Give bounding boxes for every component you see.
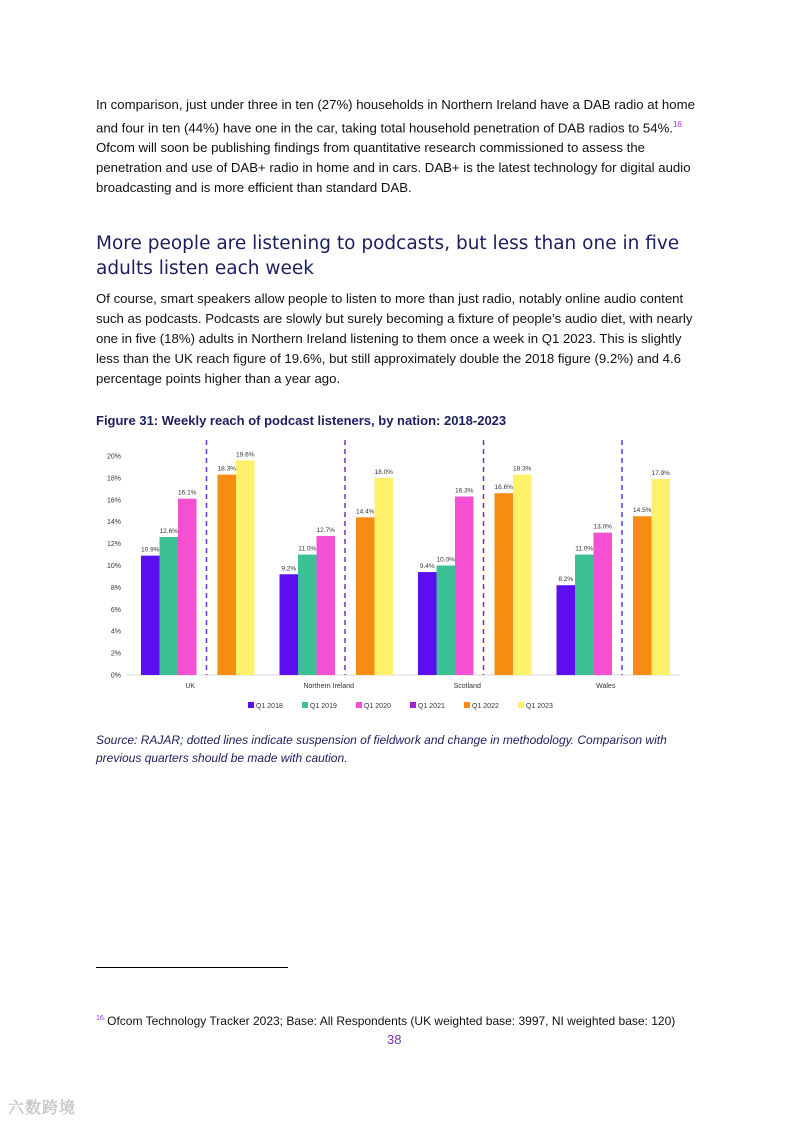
source-note: Source: RAJAR; dotted lines indicate suspension of fieldwork and change in methodology. Comparison with previous quarters should be made with caution. [96,733,667,765]
data-label: 14.5% [633,507,652,515]
data-label: 16.1% [178,489,197,497]
y-tick-label: 4% [110,628,121,636]
data-label: 13.0% [593,523,612,531]
footnote-divider [96,967,288,968]
y-tick-label: 18% [106,475,121,483]
page-number: 38 [387,1032,402,1047]
data-label: 12.6% [159,528,178,536]
bar [633,516,652,675]
bar [557,585,576,675]
legend-label: Q1 2022 [472,703,499,710]
y-tick-label: 14% [106,519,121,527]
paragraph-text: In comparison, just under three in ten (27%) households in Northern Ireland have a DAB radio at home and four in ten (44%) have one in the car, taking total household penetration of DAB radios to 54%. [96,97,695,136]
bar [356,517,375,675]
podcast-reach-chart [96,436,696,726]
bar [594,533,613,675]
bar [652,479,671,675]
bar [375,478,394,675]
category-label: Wales [596,683,616,690]
data-label: 9.2% [281,565,297,573]
bar [575,555,594,675]
legend-label: Q1 2019 [310,703,337,710]
y-tick-label: 6% [110,606,121,614]
legend-label: Q1 2023 [526,703,553,710]
podcast-paragraph: Of course, smart speakers allow people to listen to more than just radio, notably online audio content such as podcasts. Podcasts are slowly but surely becoming a fixture of people’s audio diet, with nearly one in five (18%) adults in Northern Ireland listening to them once a week in Q1 2023. This is slightly less than the UK reach figure of 19.6%, but still approximately double the 2018 figure (9.2%) and 4.6 percentage points higher than a year ago. [96,291,693,386]
legend-swatch [410,702,416,708]
legend-swatch [248,702,254,708]
legend-swatch [302,702,308,708]
data-label: 11.0% [575,545,594,553]
data-label: 9.4% [419,563,435,571]
data-label: 18.0% [374,468,393,476]
data-label: 17.9% [651,469,670,477]
data-label: 16.6% [494,484,513,492]
data-label: 18.3% [513,465,532,473]
data-label: 10.0% [436,556,455,564]
legend-label: Q1 2021 [418,703,445,710]
category-label: Scotland [453,683,481,690]
y-tick-label: 0% [110,672,121,680]
footnote-reference[interactable]: 16 [672,120,682,129]
legend-swatch [464,702,470,708]
data-label: 10.9% [141,546,160,554]
bar [455,497,474,675]
bar [317,536,336,675]
y-tick-label: 16% [106,497,121,505]
data-label: 16.3% [455,487,474,495]
bar [437,566,456,676]
data-label: 11.0% [298,545,317,553]
data-label: 14.4% [356,508,375,516]
paragraph-text-continued: Ofcom will soon be publishing findings from quantitative research commissioned to assess the penetration and use of DAB+ radio in home and in cars. DAB+ is the latest technology for digital audio broadcasting and is more efficient than standard DAB. [96,140,691,196]
bar [236,460,255,675]
bar [178,499,197,675]
footnote [96,1014,675,1028]
bar [160,537,179,675]
bar [495,493,514,675]
category-label: UK [185,683,196,690]
intro-paragraph [96,95,706,198]
bar [298,555,317,675]
section-heading: More people are listening to podcasts, but less than one in five adults listen each week [96,233,680,279]
data-label: 18.3% [217,465,236,473]
data-label: 19.6% [236,451,255,459]
y-tick-label: 10% [106,563,121,570]
bar [141,556,160,675]
y-tick-label: 8% [110,584,121,592]
category-label: Northern Ireland [303,683,355,690]
y-tick-label: 20% [106,453,121,461]
legend-swatch [356,702,362,708]
footnote-number: 16 [96,1015,104,1022]
legend-label: Q1 2018 [256,703,283,710]
y-tick-label: 2% [110,650,121,658]
figure-title: Figure 31: Weekly reach of podcast listeners, by nation: 2018-2023 [96,413,507,428]
legend-label: Q1 2020 [364,703,391,710]
bar [418,572,437,675]
bar [513,475,532,675]
data-label: 12.7% [316,526,335,534]
data-label: 8.2% [558,576,574,584]
y-tick-label: 12% [106,541,121,549]
footnote-text: Ofcom Technology Tracker 2023; Base: All Respondents (UK weighted base: 3997, NI weighted base: 120) [103,1014,676,1028]
legend-swatch [518,702,524,708]
bar [218,475,237,675]
bar [280,574,299,675]
watermark-logo: 六数跨境 [8,1098,77,1117]
